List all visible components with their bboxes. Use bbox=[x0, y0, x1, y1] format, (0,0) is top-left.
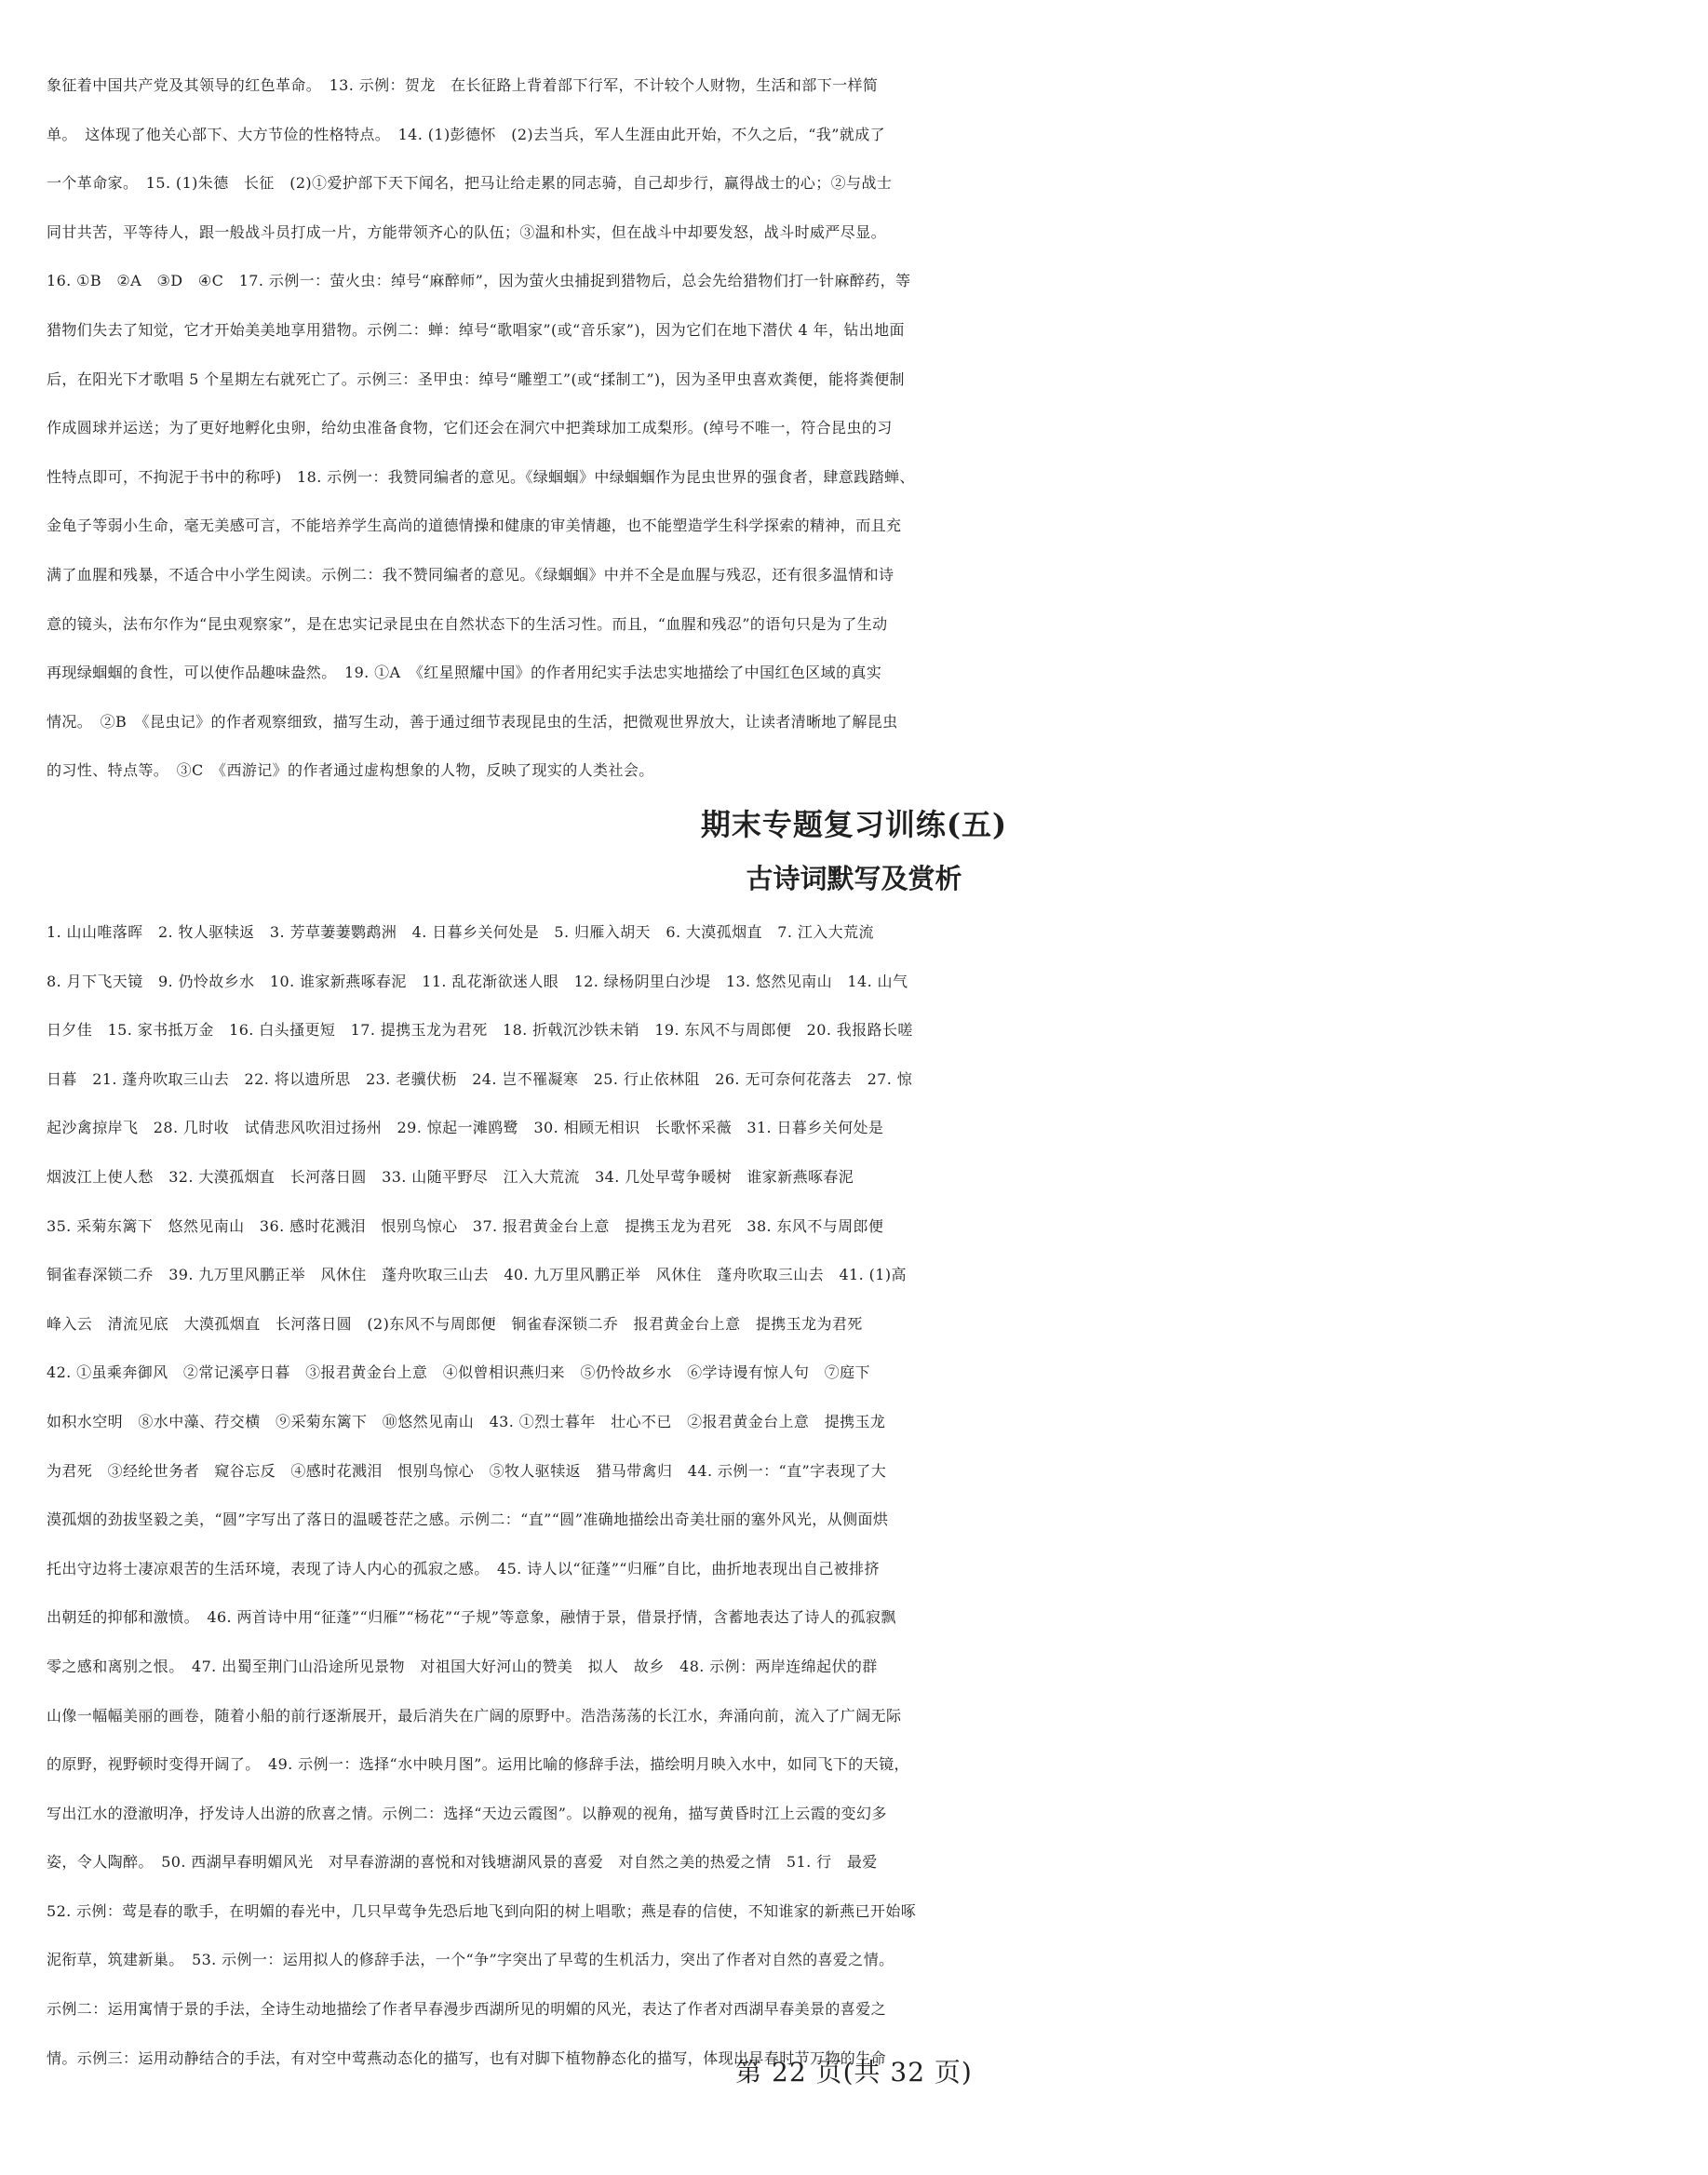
text-line: 52. 示例：莺是春的歌手，在明媚的春光中，几只早莺争先恐后地飞到向阳的树上唱歌；燕是春的信使，不知谁家的新燕已开始啄 bbox=[47, 1901, 917, 1920]
text-line: 再现绿蝈蝈的食性，可以使作品趣味盎然。 19. ①A 《红星照耀中国》的作者用纪实手法忠实地描绘了中国红色区域的真实 bbox=[47, 664, 882, 682]
text-line: 示例二：运用寓情于景的手法，全诗生动地描绘了作者早春漫步西湖所见的明媚的风光，表达了作者对西湖早春美景的喜爱之 bbox=[47, 2000, 887, 2019]
section-title: 期末专题复习训练(五) bbox=[700, 807, 1008, 842]
text-line: 烟波江上使人愁 32. 大漠孤烟直 长河落日圆 33. 山随平野尽 江入大荒流 34. 几处早莺争暖树 谁家新燕啄春泥 bbox=[47, 1167, 854, 1186]
text-line: 如积水空明 ⑧水中藻、荇交横 ⑨采菊东篱下 ⑩悠然见南山 43. ①烈士暮年 壮心不已 ②报君黄金台上意 提携玉龙 bbox=[47, 1412, 886, 1430]
text-line: 为君死 ③经纶世务者 窥谷忘反 ④感时花溅泪 恨别鸟惊心 ⑤牧人驱犊返 猎马带禽归 44. 示例一：“直”字表现了大 bbox=[47, 1461, 887, 1480]
text-line: 同甘共苦，平等待人，跟一般战斗员打成一片，方能带领齐心的队伍；③温和朴实，但在战斗中却要发怒，战斗时威严尽显。 bbox=[47, 222, 887, 241]
text-line: 象征着中国共产党及其领导的红色革命。 13. 示例：贺龙 在长征路上背着部下行军，不计较个人财物，生活和部下一样简 bbox=[47, 76, 879, 94]
text-line: 35. 采菊东篱下 悠然见南山 36. 感时花溅泪 恨别鸟惊心 37. 报君黄金台上意 提携玉龙为君死 38. 东风不与周郎便 bbox=[47, 1216, 884, 1235]
text-line: 的习性、特点等。 ③C 《西游记》的作者通过虚构想象的人物，反映了现实的人类社会。 bbox=[47, 761, 654, 780]
text-line: 意的镜头，法布尔作为“昆虫观察家”，是在忠实记录昆虫在自然状态下的生活习性。而且，“血腥和残忍”的语句只是为了生动 bbox=[47, 614, 888, 633]
text-line: 作成圆球并运送；为了更好地孵化虫卵，给幼虫准备食物，它们还会在洞穴中把粪球加工成梨形。(绰号不唯一，符合昆虫的习 bbox=[47, 419, 893, 437]
text-line: 峰入云 清流见底 大漠孤烟直 长河落日圆 (2)东风不与周郎便 铜雀春深锁二乔 报君黄金台上意 提携玉龙为君死 bbox=[47, 1314, 863, 1333]
answer-text-bottom bbox=[47, 908, 1666, 2083]
text-line: 日夕佳 15. 家书抵万金 16. 白头搔更短 17. 提携玉龙为君死 18. 折戟沉沙铁未销 19. 东风不与周郎便 20. 我报路长嗟 bbox=[47, 1021, 913, 1040]
text-line: 日暮 21. 蓬舟吹取三山去 22. 将以遗所思 23. 老骥伏枥 24. 岂不罹凝寒 25. 行止依林阻 26. 无可奈何花落去 27. 惊 bbox=[47, 1069, 913, 1088]
text-line: 铜雀春深锁二乔 39. 九万里风鹏正举 风休住 蓬舟吹取三山去 40. 九万里风鹏正举 风休住 蓬舟吹取三山去 41. (1)高 bbox=[47, 1266, 907, 1284]
text-line: 一个革命家。 15. (1)朱德 长征 (2)①爱护部下天下闻名，把马让给走累的同志骑，自己却步行，赢得战士的心；②与战士 bbox=[47, 174, 893, 193]
section-subtitle: 古诗词默写及赏析 bbox=[746, 863, 962, 894]
text-line: 猎物们失去了知觉，它才开始美美地享用猎物。示例二：蝉：绰号“歌唱家”(或“音乐家”)，因为它们在地下潜伏 4 年，钻出地面 bbox=[47, 320, 905, 339]
text-line: 出朝廷的抑郁和激愤。 46. 两首诗中用“征蓬”“归雁”“杨花”“子规”等意象，融情于景，借景抒情，含蓄地表达了诗人的孤寂飘 bbox=[47, 1608, 896, 1627]
text-line: 零之感和离别之恨。 47. 出蜀至荆门山沿途所见景物 对祖国大好河山的赞美 拟人 故乡 48. 示例：两岸连绵起伏的群 bbox=[47, 1657, 878, 1675]
text-line: 的原野，视野顿时变得开阔了。 49. 示例一：选择“水中映月图”。运用比喻的修辞手法，描绘明月映入水中，如同飞下的天镜， bbox=[47, 1755, 909, 1774]
text-line: 姿，令人陶醉。 50. 西湖早春明媚风光 对早春游湖的喜悦和对钱塘湖风景的喜爱 对自然之美的热爱之情 51. 行 最爱 bbox=[47, 1853, 878, 1872]
text-line: 情况。 ②B 《昆虫记》的作者观察细致，描写生动，善于通过细节表现昆虫的生活，把微观世界放大，让读者清晰地了解昆虫 bbox=[47, 712, 898, 731]
text-line: 满了血腥和残暴，不适合中小学生阅读。示例二：我不赞同编者的意见。《绿蝈蝈》中并不全是血腥与残忍，还有很多温情和诗 bbox=[47, 565, 894, 584]
answer-text-top bbox=[47, 61, 1666, 796]
text-line: 后，在阳光下才歌唱 5 个星期左右就死亡了。示例三：圣甲虫：绰号“雕塑工”(或“揉制工”)，因为圣甲虫喜欢粪便，能将粪便制 bbox=[47, 369, 905, 388]
text-line: 单。 这体现了他关心部下、大方节俭的性格特点。 14. (1)彭德怀 (2)去当兵，军人生涯由此开始，不久之后，“我”就成了 bbox=[47, 125, 886, 143]
text-line: 1. 山山唯落晖 2. 牧人驱犊返 3. 芳草萋萋鹦鹉洲 4. 日暮乡关何处是 5. 归雁入胡天 6. 大漠孤烟直 7. 江入大荒流 bbox=[47, 923, 874, 941]
text-line: 起沙禽掠岸飞 28. 几时收 试倩悲风吹泪过扬州 29. 惊起一滩鸥鹭 30. 相顾无相识 长歌怀采薇 31. 日暮乡关何处是 bbox=[47, 1119, 884, 1137]
text-line: 42. ①虽乘奔御风 ②常记溪亭日暮 ③报君黄金台上意 ④似曾相识燕归来 ⑤仍怜故乡水 ⑥学诗谩有惊人句 ⑦庭下 bbox=[47, 1363, 870, 1382]
text-line: 泥衔草，筑建新巢。 53. 示例一：运用拟人的修辞手法，一个“争”字突出了早莺的生机活力，突出了作者对自然的喜爱之情。 bbox=[47, 1951, 894, 1969]
page-number: 第 22 页(共 32 页) bbox=[735, 2057, 973, 2088]
text-line: 8. 月下飞天镜 9. 仍怜故乡水 10. 谁家新燕啄春泥 11. 乱花渐欲迷人眼 12. 绿杨阴里白沙堤 13. 悠然见南山 14. 山气 bbox=[47, 972, 908, 990]
text-line: 情。示例三：运用动静结合的手法，有对空中莺燕动态化的描写，也有对脚下植物静态化的描写，体现出早春时节万物的生命 bbox=[47, 2048, 887, 2067]
text-line: 16. ①B ②A ③D ④C 17. 示例一：萤火虫：绰号“麻醉师”，因为萤火虫捕捉到猎物后，总会先给猎物们打一针麻醉药，等 bbox=[47, 272, 911, 290]
text-line: 托出守边将士凄凉艰苦的生活环境，表现了诗人内心的孤寂之感。 45. 诗人以“征蓬”“归雁”自比，曲折地表现出自己被排挤 bbox=[47, 1559, 880, 1578]
text-line: 漠孤烟的劲拔坚毅之美，“圆”字写出了落日的温暖苍茫之感。示例二：“直”“圆”准确地描绘出奇美壮丽的塞外风光，从侧面烘 bbox=[47, 1510, 889, 1529]
text-line: 金龟子等弱小生命，毫无美感可言，不能培养学生高尚的道德情操和健康的审美情趣，也不能塑造学生科学探索的精神，而且充 bbox=[47, 517, 902, 535]
text-line: 山像一幅幅美丽的画卷，随着小船的前行逐渐展开，最后消失在广阔的原野中。浩浩荡荡的长江水，奔涌向前，流入了广阔无际 bbox=[47, 1706, 902, 1725]
text-line: 性特点即可，不拘泥于书中的称呼) 18. 示例一：我赞同编者的意见。《绿蝈蝈》中绿蝈蝈作为昆虫世界的强食者，肆意践踏蝉、 bbox=[47, 467, 915, 486]
text-line: 写出江水的澄澈明净，抒发诗人出游的欣喜之情。示例二：选择“天边云霞图”。以静观的视角，描写黄昏时江上云霞的变幻多 bbox=[47, 1804, 887, 1822]
